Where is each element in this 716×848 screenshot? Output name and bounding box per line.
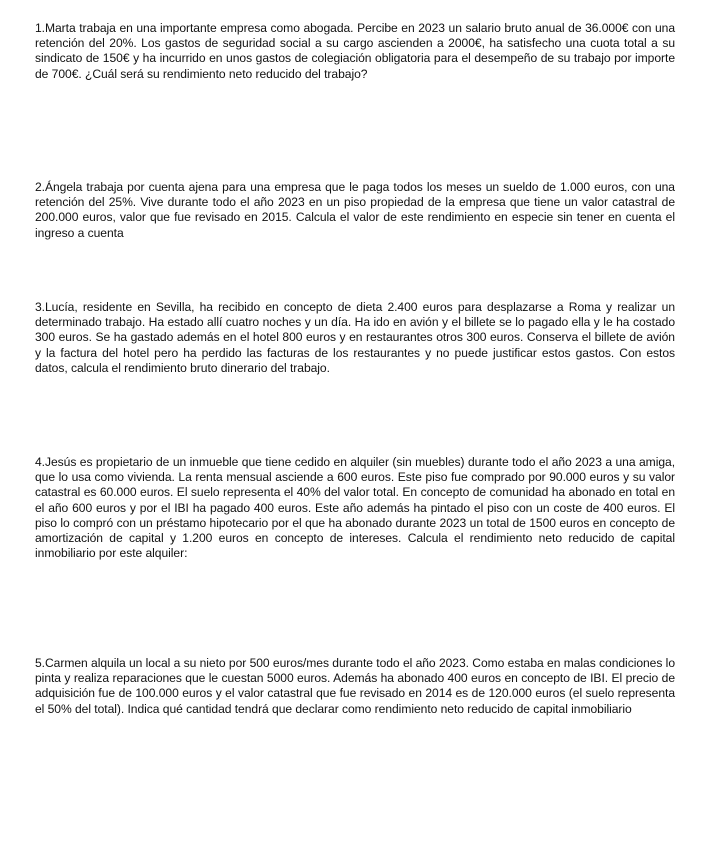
exercise-2-text: 2.Ángela trabaja por cuenta ajena para una empresa que le paga todos los meses un sueldo de 1.000 euros, con una retención del 25%. Vive durante todo el año 2023 en un piso propiedad de la empresa que tiene un valor catastral de 200.000 euros, valor que fue revisado en 2015. Calcula el valor de este rendimiento en especie sin tener en cuenta el ingreso a cuenta [35,180,675,240]
exercise-4-text: 4.Jesús es propietario de un inmueble que tiene cedido en alquiler (sin muebles) durante todo el año 2023 a una amiga, que lo usa como vivienda. La renta mensual asciende a 600 euros. Este piso fue comprado por 90.000 euros y su valor catastral es 60.000 euros. El suelo representa el 40% del valor total. En concepto de comunidad ha abonado en total en el año 600 euros y por el IBI ha pagado 400 euros. Este año además ha pintado el piso con un coste de 400 euros. El piso lo compró con un préstamo hipotecario por el que ha abonado durante 2023 un total de 1500 euros en concepto de amortización de capital y 1.200 euros en concepto de intereses. Calcula el rendimiento neto reducido de capital inmobiliario por este alquiler: [35,455,675,561]
exercise-1-text: 1.Marta trabaja en una importante empresa como abogada. Percibe en 2023 un salario bruto anual de 36.000€ con una retención del 20%. Los gastos de seguridad social a su cargo ascienden a 2000€, ha satisfecho una cuota total a su sindicato de 150€ y ha incurrido en unos gastos de colegiación obligatoria para el desempeño de su trabajo por importe de 700€. ¿Cuál será su rendimiento neto reducido del trabajo? [35,21,675,81]
exercise-5-text: 5.Carmen alquila un local a su nieto por 500 euros/mes durante todo el año 2023. Como estaba en malas condiciones lo pinta y realiza reparaciones que le cuestan 5000 euros. Además ha abonado 400 euros en concepto de IBI. El precio de adquisición fue de 100.000 euros y el valor catastral que fue revisado en 2014 es de 120.000 euros (el suelo representa el 50% del total). Indica qué cantidad tendrá que declarar como rendimiento neto reducido de capital inmobiliario [35,656,675,716]
exercise-3-text: 3.Lucía, residente en Sevilla, ha recibido en concepto de dieta 2.400 euros para desplazarse a Roma y realizar un determinado trabajo. Ha estado allí cuatro noches y un día. Ha ido en avión y el billete se lo pagado ella y le ha costado 300 euros. Se ha gastado además en el hotel 800 euros y en restaurantes otros 300 euros. Conserva el billete de avión y la factura del hotel pero ha perdido las facturas de los restaurantes y no puede justificar estos gastos. Con estos datos, calcula el rendimiento bruto dinerario del trabajo. [35,300,675,375]
